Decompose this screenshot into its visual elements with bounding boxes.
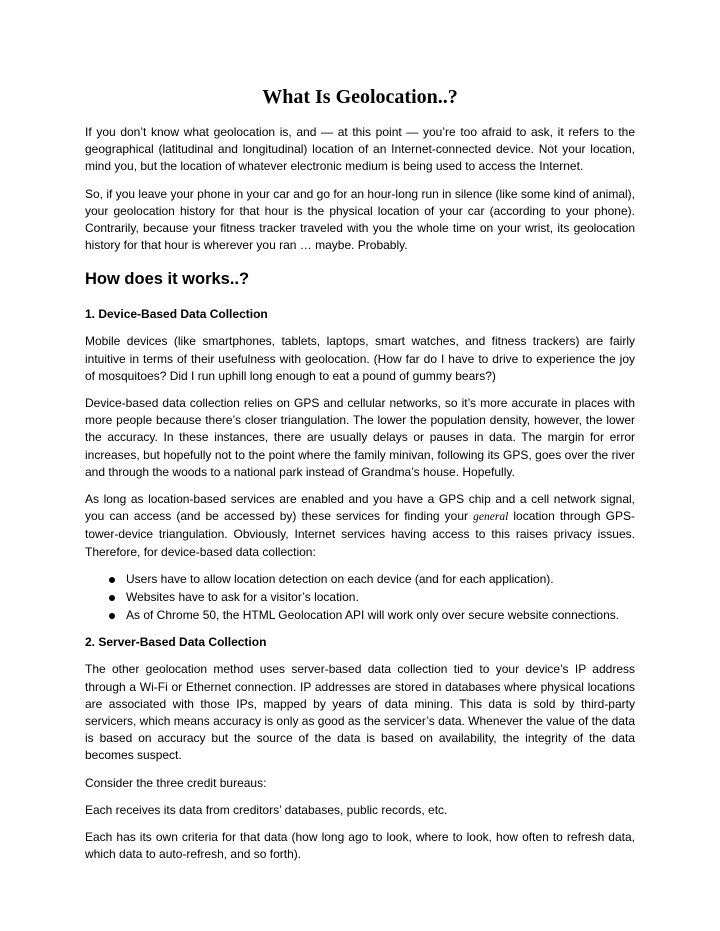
bullet-icon [109, 613, 115, 619]
server-paragraph-4: Each has its own criteria for that data (how long ago to look, where to look, how often to refresh data, which data to auto-refresh, and so forth). [85, 830, 635, 862]
bullet-icon [109, 577, 115, 583]
device-paragraph-3-start: As long as location-based services are enabled and you have a GPS chip and a cell network signal, you can access (and be accessed by) these services for finding your [85, 492, 635, 524]
server-paragraph-3: Each receives its data from creditors’ databases, public records, etc. [85, 802, 448, 817]
section-heading: How does it works..? [85, 270, 250, 289]
device-paragraph-3-end: location through GPS-tower-device triangulation. Obviously, Internet services having access to this raises privacy issues. Therefore, for device-based data collection: [85, 509, 636, 559]
list-item [109, 589, 635, 606]
list-item-text: Websites have to ask for a visitor’s location. [126, 590, 359, 605]
intro-paragraph-2: So, if you leave your phone in your car and go for an hour-long run in silence (like some kind of animal), your geolocation history for that hour is the physical location of your car (according to your phone). Contrarily, because your fitness tracker traveled with you the whole time on your wrist, its geolocation history for that hour is wherever you ran … maybe. Probably. [85, 186, 635, 253]
intro-paragraph-1: If you don’t know what geolocation is, and — at this point — you’re too afraid to ask, it refers to the geographical (latitudinal and longitudinal) location of an Internet-connected device. Not your location, mind you, but the location of whatever electronic medium is being used to access the Internet. [85, 125, 635, 174]
list-item-text: As of Chrome 50, the HTML Geolocation API will work only over secure website connections. [126, 608, 620, 623]
server-paragraph-1: The other geolocation method uses server-based data collection tied to your device’s IP address through a Wi-Fi or Ethernet connection. IP addresses are stored in databases where physical locations are associated with those IPs, mapped by years of data mining. This data is sold by third-party servicers, which means accuracy is only as good as the servicer’s data. Whenever the value of the data is based on accuracy but the source of the data is based on availability, the integrity of the data becomes suspect. [85, 662, 635, 763]
list-item-text: Users have to allow location detection on each device (and for each application). [126, 571, 554, 586]
device-paragraph-2: Device-based data collection relies on GPS and cellular networks, so it’s more accurate in places with more people because there’s closer triangulation. The lower the population density, however, the lower the accuracy. In these instances, there are usually delays or pauses in data. The margin for error increases, but hopefully not to the point where the family minivan, following its GPS, goes over the river and through the woods to a national park instead of Grandma’s house. Hopefully. [85, 396, 635, 479]
server-paragraph-2: Consider the three credit bureaus: [85, 775, 267, 790]
document-page [85, 80, 635, 874]
bullet-icon [109, 595, 115, 601]
bullet-list [85, 571, 635, 625]
server-section-heading: 2. Server-Based Data Collection [85, 635, 267, 650]
list-item [109, 571, 635, 588]
list-item [109, 607, 635, 624]
page-title: What Is Geolocation..? [262, 86, 458, 108]
emphasis-general: general [473, 511, 509, 524]
device-section-heading: 1. Device-Based Data Collection [85, 307, 268, 322]
device-paragraph-3 [85, 491, 635, 561]
device-paragraph-1: Mobile devices (like smartphones, tablets, laptops, smart watches, and fitness trackers) are fairly intuitive in terms of their usefulness with geolocation. (How far do I have to drive to experience the joy of mosquitoes? Did I run uphill long enough to eat a pound of gummy bears?) [85, 334, 635, 383]
